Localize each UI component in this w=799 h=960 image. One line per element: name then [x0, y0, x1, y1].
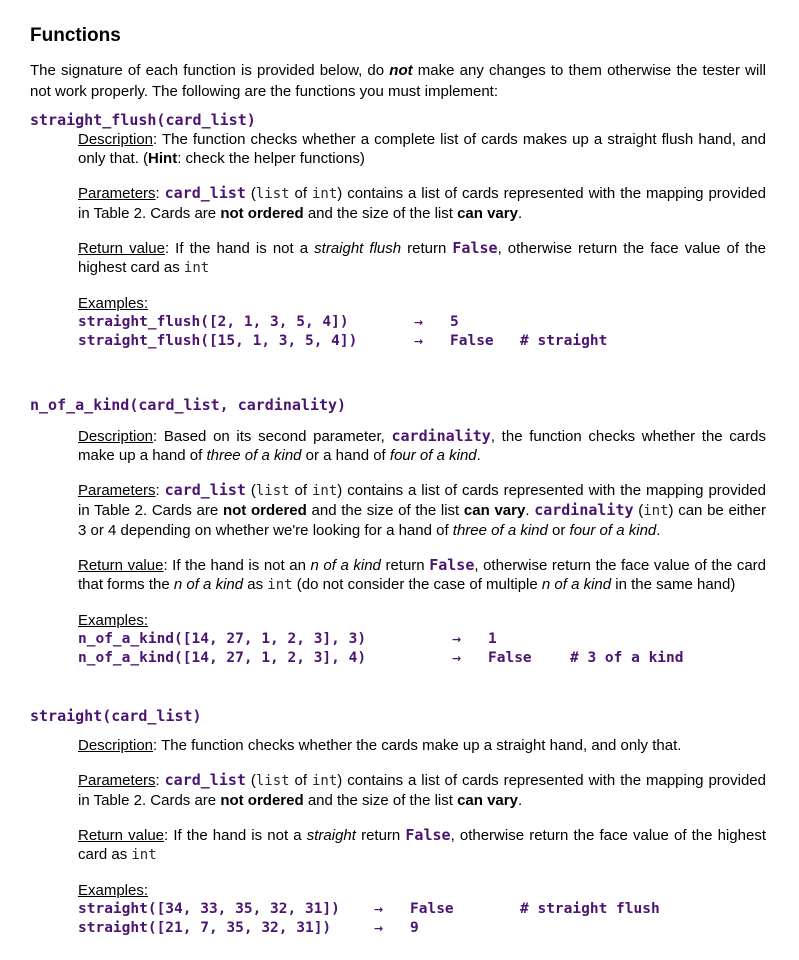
parameters: Parameters: card_list (list of int) contains a list of cards represented with the mapping provided in Table 2. Cards are not ordered and the size of the list can vary.: [78, 184, 766, 222]
arrow-icon: →: [452, 652, 462, 665]
arrow-icon: →: [414, 335, 424, 348]
return-value: Return value: If the hand is not a straight flush return False, otherwise return the face value of the highest card as int: [78, 239, 766, 276]
description: Description: The function checks whether the cards make up a straight hand, and only that.: [78, 737, 682, 754]
description: Description: The function checks whether a complete list of cards makes up a straight flush hand, and only that. (Hint: check the helper functions): [78, 131, 766, 167]
examples: Examples: straight([34, 33, 35, 32, 31]) → False # straight flush straight([21, 7, 35, 32, 31]) → 9: [78, 881, 766, 938]
return-value: Return value: If the hand is not an n of a kind return False, otherwise return the face value of the card that forms the n of a kind as int (do not consider the case of multiple n of a kind in the same hand): [78, 556, 766, 593]
parameters: Parameters: card_list (list of int) contains a list of cards represented with the mapping provided in Table 2. Cards are not ordered and the size of the list can vary. cardinality (int) can be either 3 or 4 depending on whether we're looking for a hand of three of a kind or four of a kind.: [78, 481, 766, 539]
document-page: [30, 24, 766, 938]
page-title: Functions: [30, 25, 121, 46]
arrow-icon: →: [452, 633, 462, 646]
function-straight: [30, 706, 766, 938]
example-row: straight([21, 7, 35, 32, 31]) → 9: [78, 920, 419, 936]
intro-paragraph: The signature of each function is provided below, do not make any changes to them otherwise the tester will not work properly. The following are the functions you must implement:: [30, 62, 766, 100]
example-row: straight_flush([2, 1, 3, 5, 4]) → 5: [78, 314, 459, 330]
function-signature: straight(card_list): [30, 707, 202, 725]
function-signature: n_of_a_kind(card_list, cardinality): [30, 396, 347, 414]
example-row: n_of_a_kind([14, 27, 1, 2, 3], 3) → 1: [78, 631, 497, 647]
function-signature: straight_flush(card_list): [30, 111, 256, 129]
examples: Examples: n_of_a_kind([14, 27, 1, 2, 3], 3) → 1 n_of_a_kind([14, 27, 1, 2, 3], 4) → False # 3 of a kind: [78, 611, 766, 668]
function-n-of-a-kind: [30, 395, 766, 668]
arrow-icon: →: [414, 316, 424, 329]
example-row: straight([34, 33, 35, 32, 31]) → False # straight flush: [78, 901, 660, 917]
example-row: straight_flush([15, 1, 3, 5, 4]) → False # straight: [78, 333, 608, 349]
examples: Examples: straight_flush([2, 1, 3, 5, 4]) → 5 straight_flush([15, 1, 3, 5, 4]) → False # straight: [78, 294, 766, 351]
description: Description: Based on its second parameter, cardinality, the function checks whether the cards make up a hand of three of a kind or a hand of four of a kind.: [78, 427, 766, 464]
function-straight-flush: [30, 110, 766, 351]
example-row: n_of_a_kind([14, 27, 1, 2, 3], 4) → False # 3 of a kind: [78, 650, 684, 666]
parameters: Parameters: card_list (list of int) contains a list of cards represented with the mapping provided in Table 2. Cards are not ordered and the size of the list can vary.: [78, 771, 766, 809]
return-value: Return value: If the hand is not a straight return False, otherwise return the face value of the highest card as int: [78, 826, 766, 863]
arrow-icon: →: [374, 903, 384, 916]
arrow-icon: →: [374, 922, 384, 935]
